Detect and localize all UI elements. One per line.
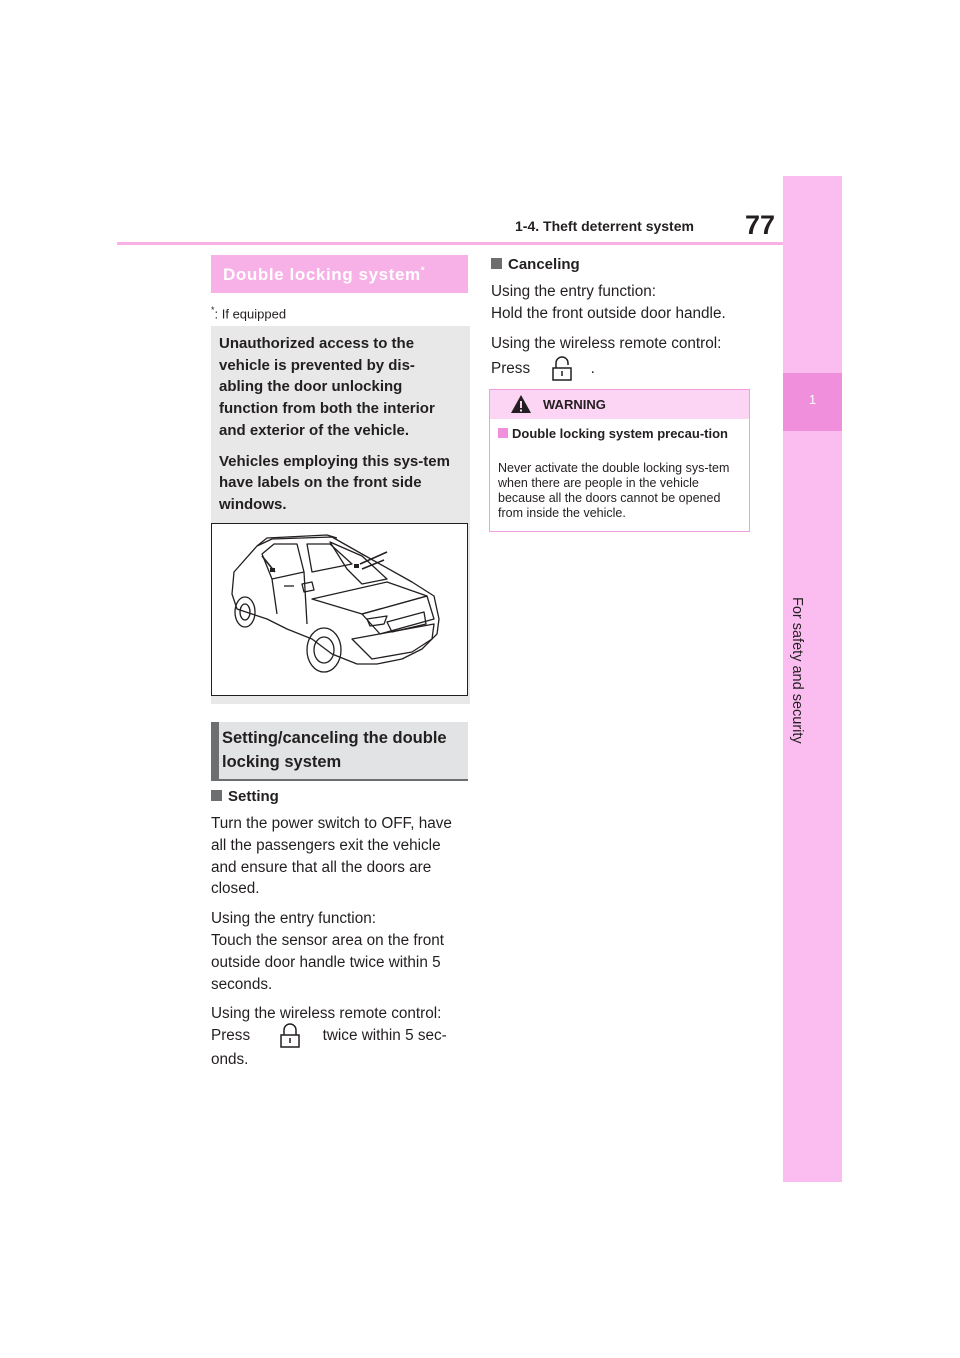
warning-header bbox=[490, 390, 749, 419]
warning-body: Never activate the double locking sys-tem when there are people in the vehicle because all the doors cannot be opened from inside the vehicle. bbox=[498, 461, 730, 520]
intro-paragraph: Vehicles employing this sys-tem have labels on the front side windows. bbox=[219, 452, 450, 513]
canceling-press-instruction bbox=[491, 356, 749, 382]
warning-subheading bbox=[498, 426, 738, 441]
press-label: Press bbox=[491, 360, 531, 378]
intro-text bbox=[219, 333, 459, 525]
setting-press-instruction bbox=[211, 1023, 469, 1071]
footnote-text: : If equipped bbox=[214, 306, 287, 322]
section-heading-setting-canceling bbox=[211, 722, 468, 781]
press-suffix: . bbox=[590, 360, 595, 378]
lock-icon bbox=[272, 1023, 308, 1049]
warning-subheading-text: Double locking system precau-tion bbox=[512, 426, 728, 441]
chapter-title: For safety and security bbox=[789, 597, 805, 744]
press-suffix: twice within 5 sec-onds. bbox=[211, 1027, 447, 1068]
square-bullet-icon bbox=[498, 428, 508, 438]
intro-paragraph: Unauthorized access to the vehicle is prevented by dis-abling the door unlocking function from both the interior and exterior of the vehicle. bbox=[219, 335, 435, 439]
warning-box bbox=[489, 389, 750, 532]
equipped-asterisk: * bbox=[420, 265, 426, 277]
running-header: 1-4. Theft deterrent system bbox=[515, 218, 694, 234]
footnote bbox=[211, 305, 286, 321]
heading-accent-bar bbox=[211, 722, 219, 779]
suv-drawing bbox=[212, 524, 467, 695]
vehicle-illustration bbox=[211, 523, 468, 696]
canceling-body bbox=[491, 281, 749, 362]
warning-triangle-icon bbox=[510, 394, 532, 414]
subheading-text: Setting bbox=[228, 788, 279, 805]
section-heading-double-locking bbox=[211, 255, 468, 293]
unlock-icon bbox=[544, 356, 580, 382]
square-bullet-icon bbox=[211, 790, 222, 801]
page-number: 77 bbox=[745, 210, 776, 240]
section-title: Setting/canceling the double locking system bbox=[222, 729, 447, 771]
setting-paragraph-2 bbox=[211, 908, 469, 995]
section-title: Double locking system bbox=[223, 265, 421, 284]
chapter-number: 1 bbox=[808, 392, 817, 407]
footnote-mark: * bbox=[211, 305, 215, 315]
press-label: Press bbox=[211, 1027, 251, 1045]
setting-body bbox=[211, 813, 469, 1033]
entry-function-label: Using the entry function: bbox=[211, 910, 376, 928]
setting-paragraph-3: Using the wireless remote control: bbox=[211, 1005, 442, 1023]
canceling-paragraph-1 bbox=[491, 281, 749, 325]
subheading-setting bbox=[211, 788, 279, 805]
square-bullet-icon bbox=[491, 258, 502, 269]
setting-paragraph-1: Turn the power switch to OFF, have all the passengers exit the vehicle and ensure that all the doors are closed. bbox=[211, 815, 452, 898]
canceling-paragraph-2: Using the wireless remote control: bbox=[491, 334, 722, 352]
warning-label: WARNING bbox=[543, 397, 606, 412]
entry-function-label: Using the entry function: bbox=[491, 283, 656, 300]
subheading-canceling bbox=[491, 256, 580, 273]
subheading-text: Canceling bbox=[508, 256, 580, 273]
header-divider bbox=[117, 242, 783, 245]
entry-function-instruction: Hold the front outside door handle. bbox=[491, 304, 726, 322]
entry-function-instruction: Touch the sensor area on the front outside door handle twice within 5 seconds. bbox=[211, 931, 445, 993]
